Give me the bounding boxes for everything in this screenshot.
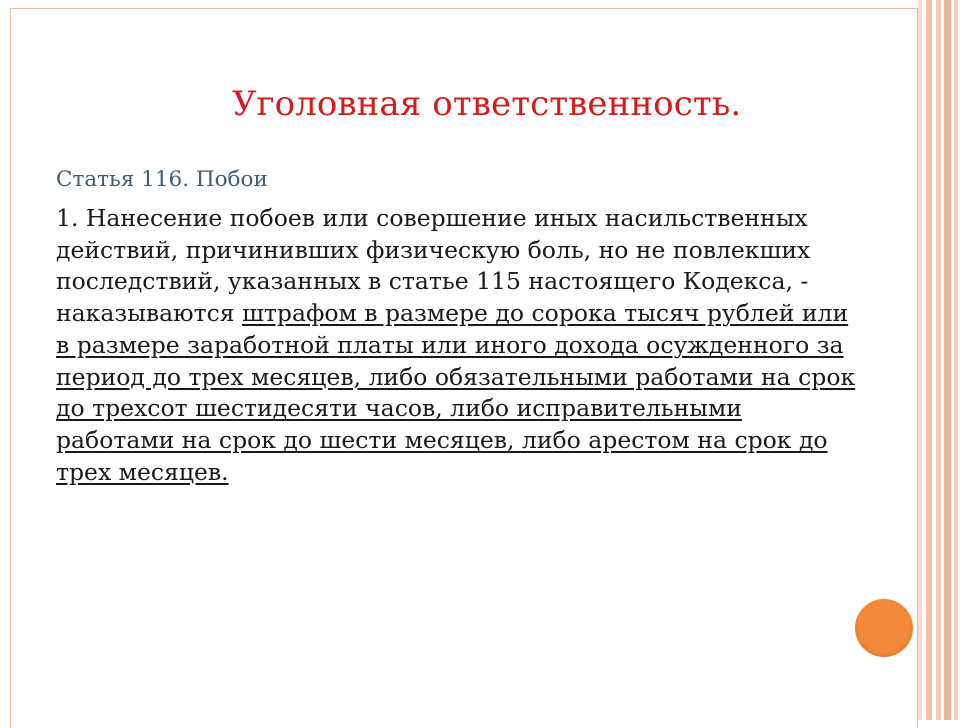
article-line-underlined-part: штрафом в размере до сорока тысяч рублей или xyxy=(242,299,849,328)
article-line-underlined: трех месяцев. xyxy=(56,457,229,486)
article-line xyxy=(56,298,896,330)
stripe xyxy=(944,0,951,720)
article-body xyxy=(56,203,896,488)
article-line-underlined: в размере заработной платы или иного дохода осужденного за xyxy=(56,330,844,359)
article-line-underlined: работами на срок до шести месяцев, либо арестом на срок до xyxy=(56,425,828,454)
stripe xyxy=(918,0,922,720)
article-line-underlined: период до трех месяцев, либо обязательными работами на срок xyxy=(56,362,856,391)
slide-title: Уголовная ответственность. xyxy=(232,84,742,124)
article-line-underlined: до трехсот шестидесяти часов, либо исправительными xyxy=(56,394,742,423)
article-line-plain-part: наказываются xyxy=(56,299,243,328)
orange-circle-icon[interactable] xyxy=(855,599,913,657)
decorative-side-stripes xyxy=(918,0,960,720)
article-line: последствий, указанных в статье 115 настоящего Кодекса, - xyxy=(56,267,809,296)
article-heading: Статья 116. Побои xyxy=(56,167,268,192)
article-line: 1. Нанесение побоев или совершение иных насильственных xyxy=(56,204,808,232)
stripe xyxy=(936,0,941,720)
stripe xyxy=(954,0,958,720)
article-line: действий, причинивших физическую боль, но не повлекших xyxy=(56,235,811,264)
stripe xyxy=(926,0,932,720)
